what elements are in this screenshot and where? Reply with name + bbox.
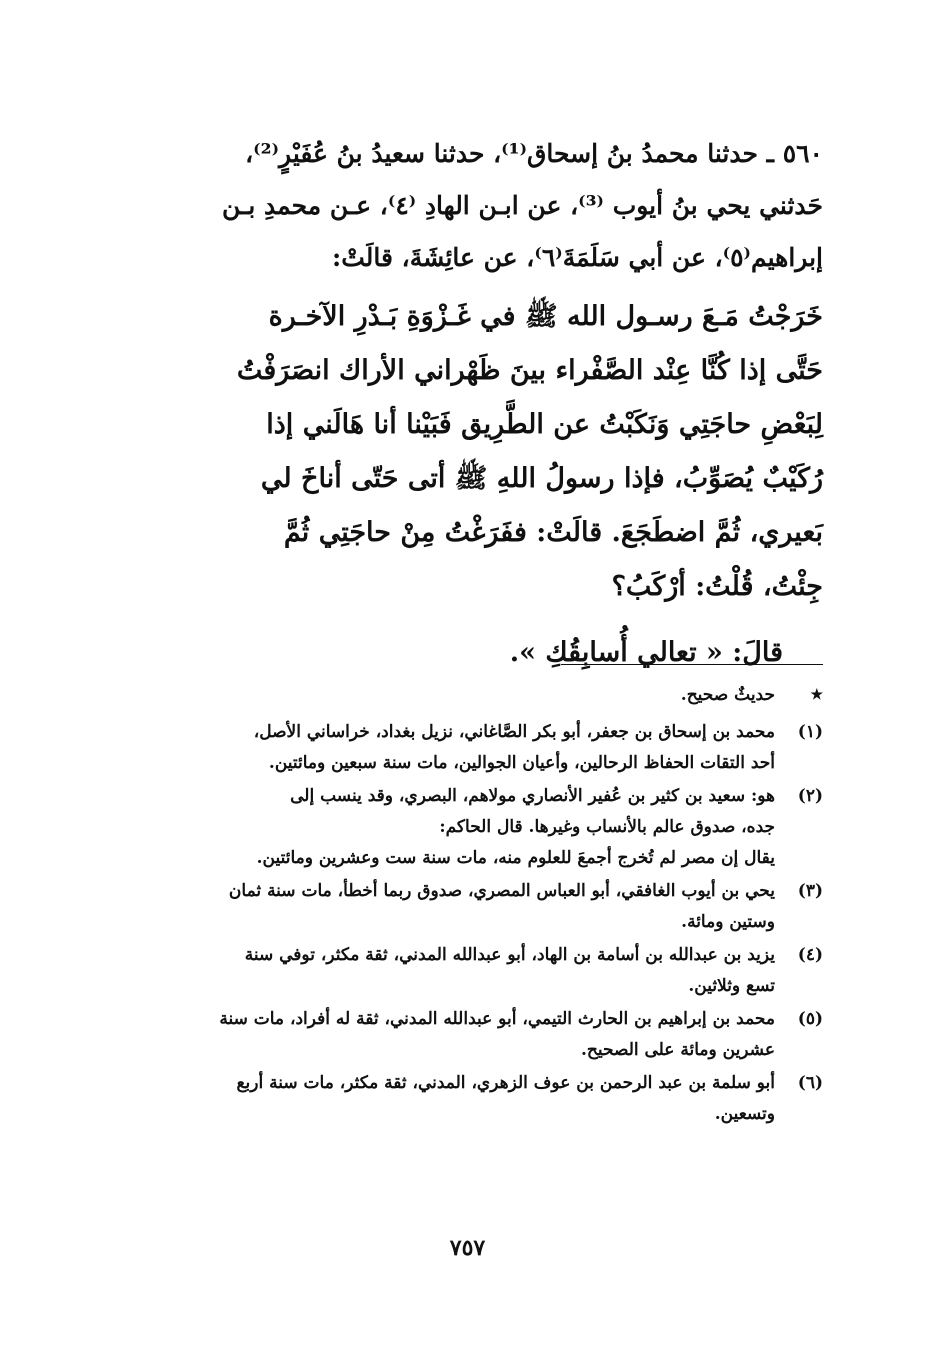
hadith-line: خَرَجْتُ مَـعَ رسـول الله ﷺ في غَـزْوَةِ بَـدْرِ الآخـرة (268, 301, 823, 332)
hadith-text (123, 290, 823, 680)
hadith-grade (118, 680, 823, 711)
footnote-number: (١) (797, 722, 823, 742)
footnote-line: تسع وثلاثين. (688, 976, 775, 996)
grade-text: حديثٌ صحيح. (680, 685, 775, 705)
footnote (118, 781, 823, 874)
footnote-line: أبو سلمة بن عبد الرحمن بن عوف الزهري، المدني، ثقة مكثر، مات سنة أربع (236, 1073, 775, 1093)
star-icon: ★ (810, 687, 823, 703)
footnote (118, 1004, 823, 1066)
isnad-line: حَدثني يحي بنُ أيوب ⁽³⁾، عن ابـن الهادِ ⁽٤⁾، عـن محمدِ بـن (222, 191, 823, 220)
hadith-isnad (123, 128, 823, 284)
hadith-line: رُكَيْبٌ يُصَوِّبُ، فإذا رسولُ اللهِ ﷺ أتى حَتّى أناخَ لي (260, 463, 823, 494)
footnote-number: (٣) (797, 881, 823, 901)
footnote-number: (٥) (797, 1009, 823, 1029)
footnotes (118, 680, 823, 1132)
footnote-number: (٢) (797, 786, 823, 806)
footnote-line: أحد التقات الحفاظ الرحالين، وأعيان الجوالين، مات سنة سبعين ومائتين. (268, 753, 775, 773)
footnote-line: محمد بن إسحاق بن جعفر، أبو بكر الصَّاغاني، نزيل بغداد، خراساني الأصل، (253, 722, 775, 742)
footnote-line: وتسعين. (714, 1104, 775, 1124)
footnote (118, 876, 823, 938)
hadith-line: لِبَعْضِ حاجَتِي وَنَكَبْتُ عن الطَّرِيق فَبَيْنا أنا هَالَني إذا (266, 409, 823, 440)
hadith-closing-line: قالَ: « تعالي أُسابِقُكِ ». (509, 637, 783, 668)
isnad-line: ٥٦٠ ـ حدثنا محمدُ بنُ إسحاق⁽¹⁾، حدثنا سعيدُ بنُ عُفَيْرٍ⁽²⁾، (245, 139, 823, 168)
footnote (118, 940, 823, 1002)
footnote-line: يزيد بن عبدالله بن أسامة بن الهاد، أبو عبدالله المدني، ثقة مكثر، توفي سنة (244, 945, 775, 965)
page-number: ٧٥٧ (449, 1235, 486, 1261)
footnote-number: (٤) (797, 945, 823, 965)
footnote (118, 1068, 823, 1130)
footnote-line: محمد بن إبراهيم بن الحارث التيمي، أبو عبدالله المدني، ثقة له أفراد، مات سنة (219, 1009, 775, 1029)
footnote-line: عشرين ومائة على الصحيح. (580, 1040, 775, 1060)
footnote-separator (561, 664, 823, 665)
footnote (118, 717, 823, 779)
isnad-line: إبراهيم⁽٥⁾، عن أبي سَلَمَةَ⁽٦⁾، عن عائِشَةَ، قالَتْ: (332, 243, 823, 272)
footnote-number: (٦) (797, 1073, 823, 1093)
hadith-line: بَعيري، ثُمَّ اضطَجَعَ. قالَتْ: ففَرَغْتُ مِنْ حاجَتِي ثُمَّ (283, 517, 823, 548)
footnote-line: هو: سعيد بن كثير بن عُفير الأنصاري مولاهم، البصري، وقد ينسب إلى (290, 786, 775, 806)
footnote-line: يحي بن أيوب الغافقي، أبو العباس المصري، صدوق ربما أخطأ، مات سنة ثمان (228, 881, 775, 901)
footnote-line: وستين ومائة. (681, 912, 775, 932)
footnote-line: جده، صدوق عالم بالأنساب وغيرها. قال الحاكم: (439, 817, 775, 837)
footnote-line: يقال إن مصر لم تُخرج أجمعَ للعلوم منه، مات سنة ست وعشرين ومائتين. (256, 848, 775, 868)
hadith-line: حَتَّى إذا كُنَّا عِنْد الصَّفْراء بينَ ظَهْراني الأراك انصَرَفْتُ (236, 355, 823, 386)
hadith-line: جِئْتُ، قُلْتُ: أرْكَبُ؟ (611, 571, 823, 602)
